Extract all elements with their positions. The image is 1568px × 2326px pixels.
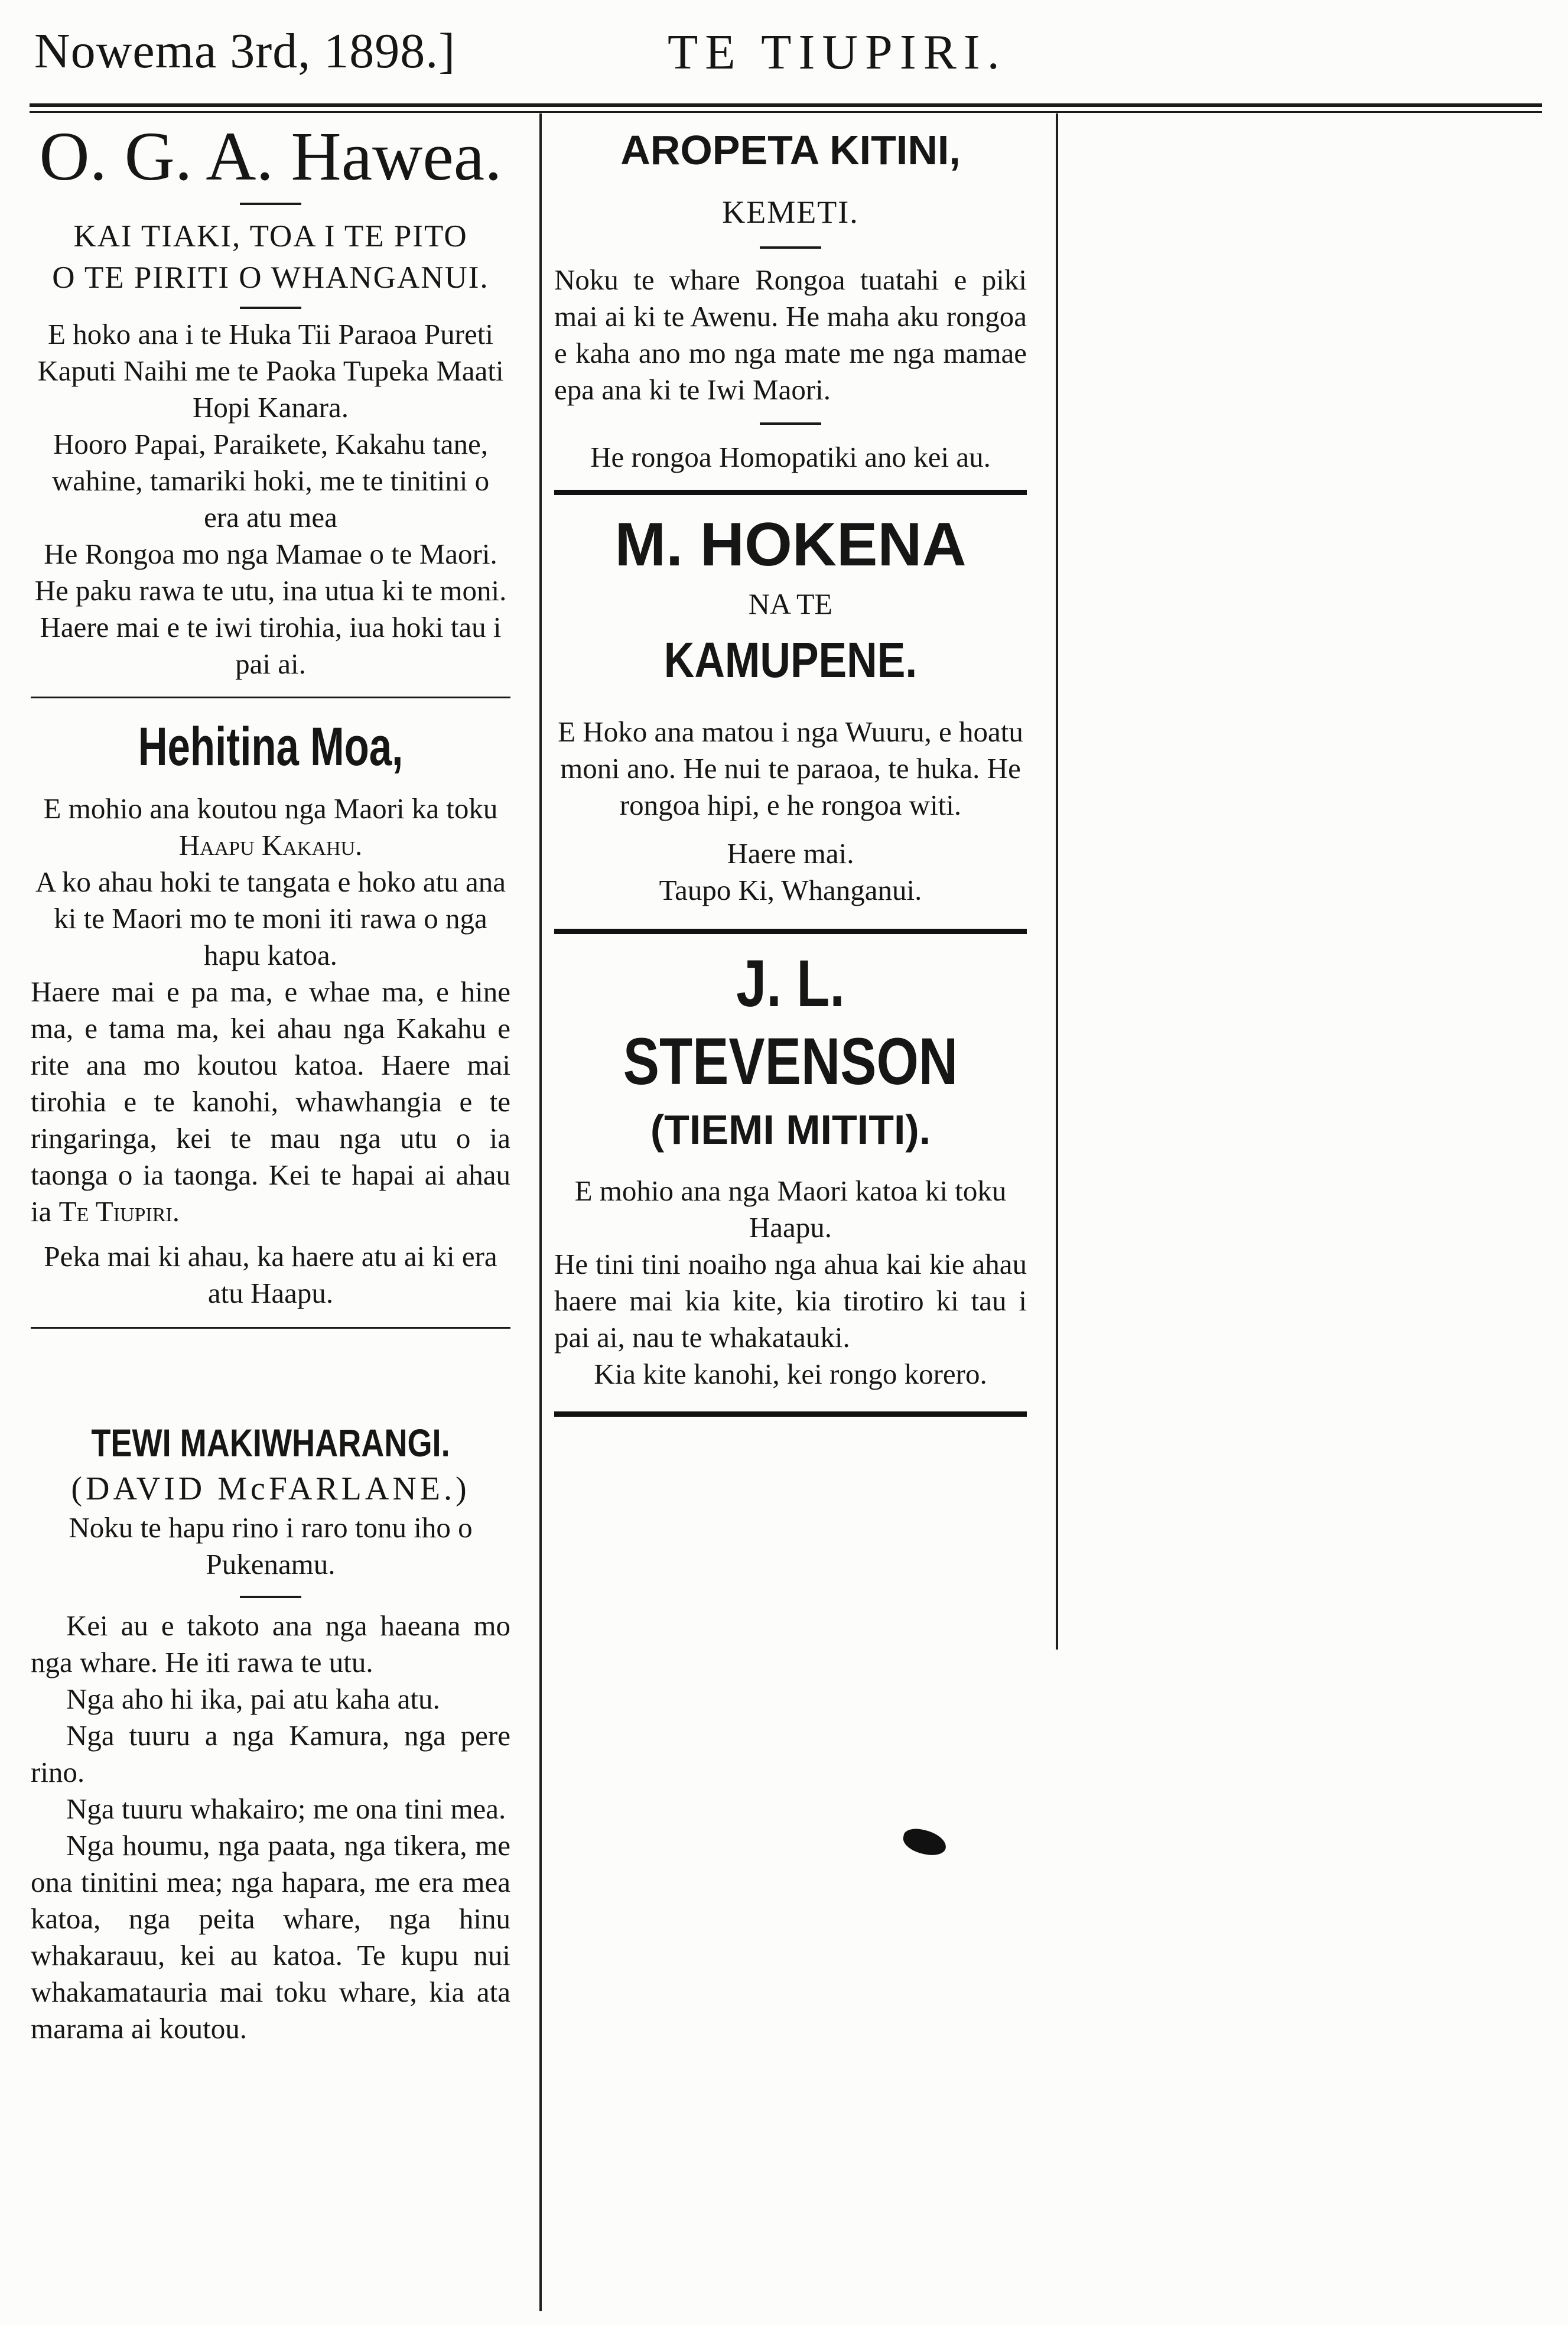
tewi-fishing: Nga aho hi ika, pai atu kaha atu.: [66, 1683, 440, 1715]
hehitina-welcome-text: Haere mai e pa ma, e whae ma, e hine ma, e tama ma, kei ahau nga Kakahu e rite ana mo koutou katoa. Haere mai tirohia e te kanohi, whawhangia e te ringaringa, kei te mau nga utu o ia taonga o ia taonga. Kei te hapai ai ahau ia: [31, 975, 510, 1228]
hawea-medicine: He Rongoa mo nga Mamae o te Maori. He paku rawa te utu, ina utua ki te moni.: [34, 538, 507, 607]
aropeta-pharmacy: Noku te whare Rongoa tuatahi e piki mai ai ki te Awenu. He maha aku rongoa e kaha ano mo nga mate me nga mamae epa ana ki te Iwi Maori.: [554, 263, 1027, 406]
hokena-wool: E Hoko ana matou i nga Wuuru, e hoatu moni ano. He nui te paraoa, te huka. He rongoa hipi, e he rongoa witi.: [558, 715, 1023, 821]
hawea-invitation: Haere mai e te iwi tirohia, iua hoki tau i pai ai.: [40, 611, 502, 680]
hawea-subtitle-1: KAI TIAKI, TOA I TE PITO: [73, 219, 468, 253]
section-divider: [31, 697, 510, 698]
hawea-goods: E hoko ana i te Huka Tii Paraoa Pureti Kaputi Naihi me te Paoka Tupeka Maati Hopi Kanara.: [37, 318, 504, 424]
hokena-welcome: Haere mai.: [727, 837, 854, 870]
short-rule: [240, 307, 301, 309]
tewi-shop: Noku te hapu rino i raro tonu iho o Pukenamu.: [69, 1511, 473, 1580]
te-tiupiri-mention: Te Tiupiri.: [58, 1195, 180, 1228]
section-divider: [554, 1411, 1027, 1417]
section-divider: [31, 1327, 510, 1329]
tewi-carved: Nga tuuru whakairo; me ona tini mea.: [66, 1793, 506, 1825]
stevenson-intro: E mohio ana nga Maori katoa ki toku Haapu.: [574, 1175, 1007, 1244]
hokena-company: KAMUPENE.: [663, 632, 918, 688]
hawea-subtitle-2: O TE PIRITI O WHANGANUI.: [52, 261, 489, 295]
hawea-title: O. G. A. Hawea.: [39, 118, 502, 195]
short-rule: [240, 203, 301, 205]
stevenson-foods: He tini tini noaiho nga ahua kai kie ahau haere mai kia kite, kia tirotiro ki tau i pai ai, nau te whakatauki.: [554, 1248, 1027, 1354]
aropeta-title: AROPETA KITINI,: [620, 127, 961, 173]
hokena-address: Taupo Ki, Whanganui.: [659, 874, 922, 906]
newspaper-title: TE TIUPIRI.: [668, 25, 1007, 80]
tewi-goods: Nga houmu, nga paata, nga tikera, me ona tinitini mea; nga hapara, me era mea katoa, nga peita whare, nga hinu whakarauu, kei au katoa. Te kupu nui whakamatauria mai toku whare, kia ata marama ai koutou.: [31, 1829, 510, 2045]
header-rule-thin: [30, 111, 1542, 113]
tewi-chairs: Nga tuuru a nga Kamura, nga pere rino.: [31, 1719, 510, 1788]
stevenson-advertisement: [554, 945, 1027, 1393]
tewi-title: TEWI MAKIWHARANGI.: [91, 1421, 450, 1465]
tewi-iron: Kei au e takoto ana nga haeana mo nga whare. He iti rawa te utu.: [31, 1609, 510, 1678]
hehitina-welcome: [31, 974, 510, 1230]
short-rule: [760, 422, 821, 425]
short-rule: [760, 246, 821, 249]
hokena-title: M. HOKENA: [614, 510, 967, 579]
hehitina-trader: A ko ahau hoki te tangata e hoko atu ana ki te Maori mo te moni iti rawa o nga hapu katoa.: [35, 866, 506, 971]
column-divider-right: [1056, 113, 1058, 1650]
hawea-advertisement: [31, 118, 510, 682]
haapu-kakahu: Haapu Kakahu.: [178, 829, 363, 861]
stevenson-proverb: Kia kite kanohi, kei rongo korero.: [594, 1358, 987, 1390]
issue-date: Nowema 3rd, 1898.]: [34, 24, 456, 79]
header-rule: [30, 103, 1542, 107]
hehitina-intro-text: E mohio ana koutou nga Maori ka toku: [43, 792, 498, 825]
tewi-advertisement: [31, 1417, 510, 2047]
aropeta-advertisement: [554, 122, 1027, 476]
tewi-subtitle: (DAVID McFARLANE.): [71, 1471, 470, 1507]
ink-blot: [901, 1826, 949, 1859]
short-rule: [240, 1596, 301, 1598]
hehitina-title: Hehitina Moa,: [138, 717, 404, 777]
hokena-na-te: NA TE: [748, 587, 833, 620]
aropeta-subtitle: KEMETI.: [722, 194, 859, 230]
hehitina-advertisement: [31, 711, 510, 1312]
section-divider: [554, 929, 1027, 934]
hehitina-intro: [31, 790, 510, 864]
hehitina-visit: Peka mai ki ahau, ka haere atu ai ki era atu Haapu.: [44, 1240, 497, 1309]
column-divider-left: [539, 113, 542, 2311]
hokena-advertisement: [554, 508, 1027, 909]
stevenson-subtitle: (TIEMI MITITI).: [650, 1107, 931, 1153]
hawea-clothing: Hooro Papai, Paraikete, Kakahu tane, wahine, tamariki hoki, me te tinitini o era atu mea: [51, 428, 490, 533]
stevenson-title: J. L. STEVENSON: [623, 946, 958, 1098]
section-divider: [554, 490, 1027, 495]
aropeta-homeopathic: He rongoa Homopatiki ano kei au.: [590, 441, 991, 473]
middle-column: [554, 115, 1027, 1417]
page-header: [0, 0, 1568, 112]
left-column: [31, 115, 510, 2047]
